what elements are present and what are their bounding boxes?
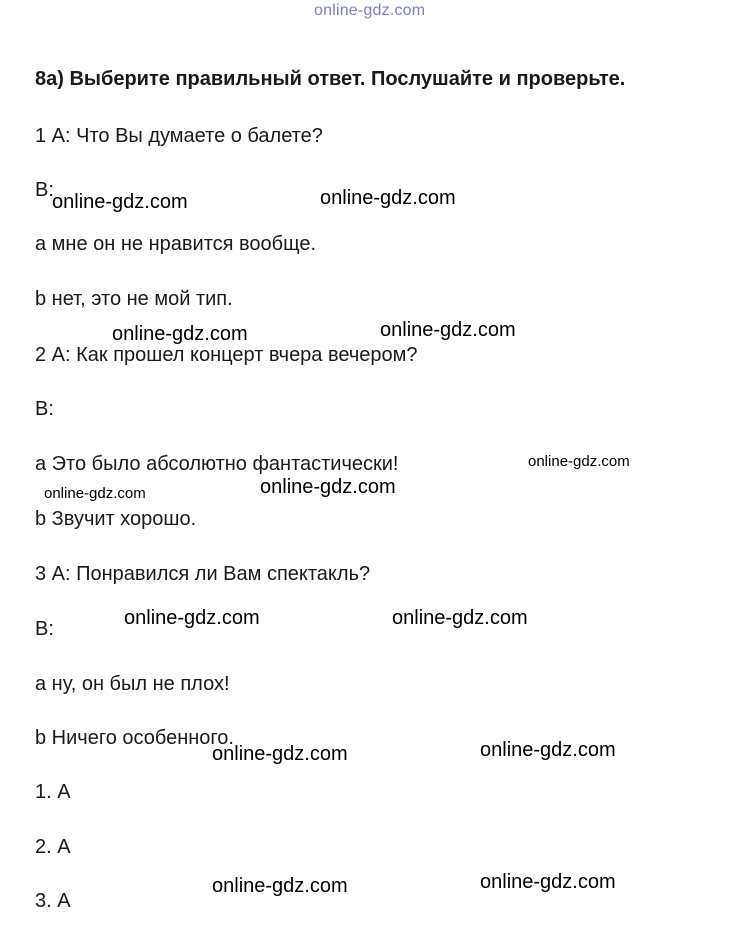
answer-1: 1. А [35, 781, 71, 803]
watermark: online-gdz.com [212, 875, 348, 897]
watermark: online-gdz.com [52, 191, 188, 213]
answer-label-2: В: [35, 398, 54, 420]
option-2a: а Это было абсолютно фантастически! [35, 453, 399, 475]
answer-3: 3. А [35, 890, 71, 912]
option-3a: а ну, он был не плох! [35, 673, 230, 695]
question-2: 2 А: Как прошел концерт вчера вечером? [35, 344, 418, 366]
watermark: online-gdz.com [392, 607, 528, 629]
watermark: online-gdz.com [480, 739, 616, 761]
answer-label-3: В: [35, 618, 54, 640]
option-1b: b нет, это не мой тип. [35, 288, 233, 310]
answer-2: 2. А [35, 836, 71, 858]
watermark: online-gdz.com [44, 485, 146, 502]
watermark: online-gdz.com [480, 871, 616, 893]
answer-label-1: В: [35, 179, 54, 201]
watermark: online-gdz.com [380, 319, 516, 341]
watermark: online-gdz.com [212, 743, 348, 765]
option-1a: а мне он не нравится вообще. [35, 233, 317, 255]
watermark: online-gdz.com [528, 453, 630, 470]
watermark: online-gdz.com [260, 476, 396, 498]
watermark: online-gdz.com [124, 607, 260, 629]
option-2b: b Звучит хорошо. [35, 508, 197, 530]
question-1: 1 А: Что Вы думаете о балете? [35, 125, 323, 147]
option-3b: b Ничего особенного. [35, 727, 234, 749]
watermark: online-gdz.com [320, 187, 456, 209]
header-watermark: online-gdz.com [314, 2, 426, 19]
exercise-title: 8а) Выберите правильный ответ. Послушайте и проверьте. [35, 68, 626, 90]
question-3: 3 А: Понравился ли Вам спектакль? [35, 563, 371, 585]
watermark: online-gdz.com [112, 323, 248, 345]
